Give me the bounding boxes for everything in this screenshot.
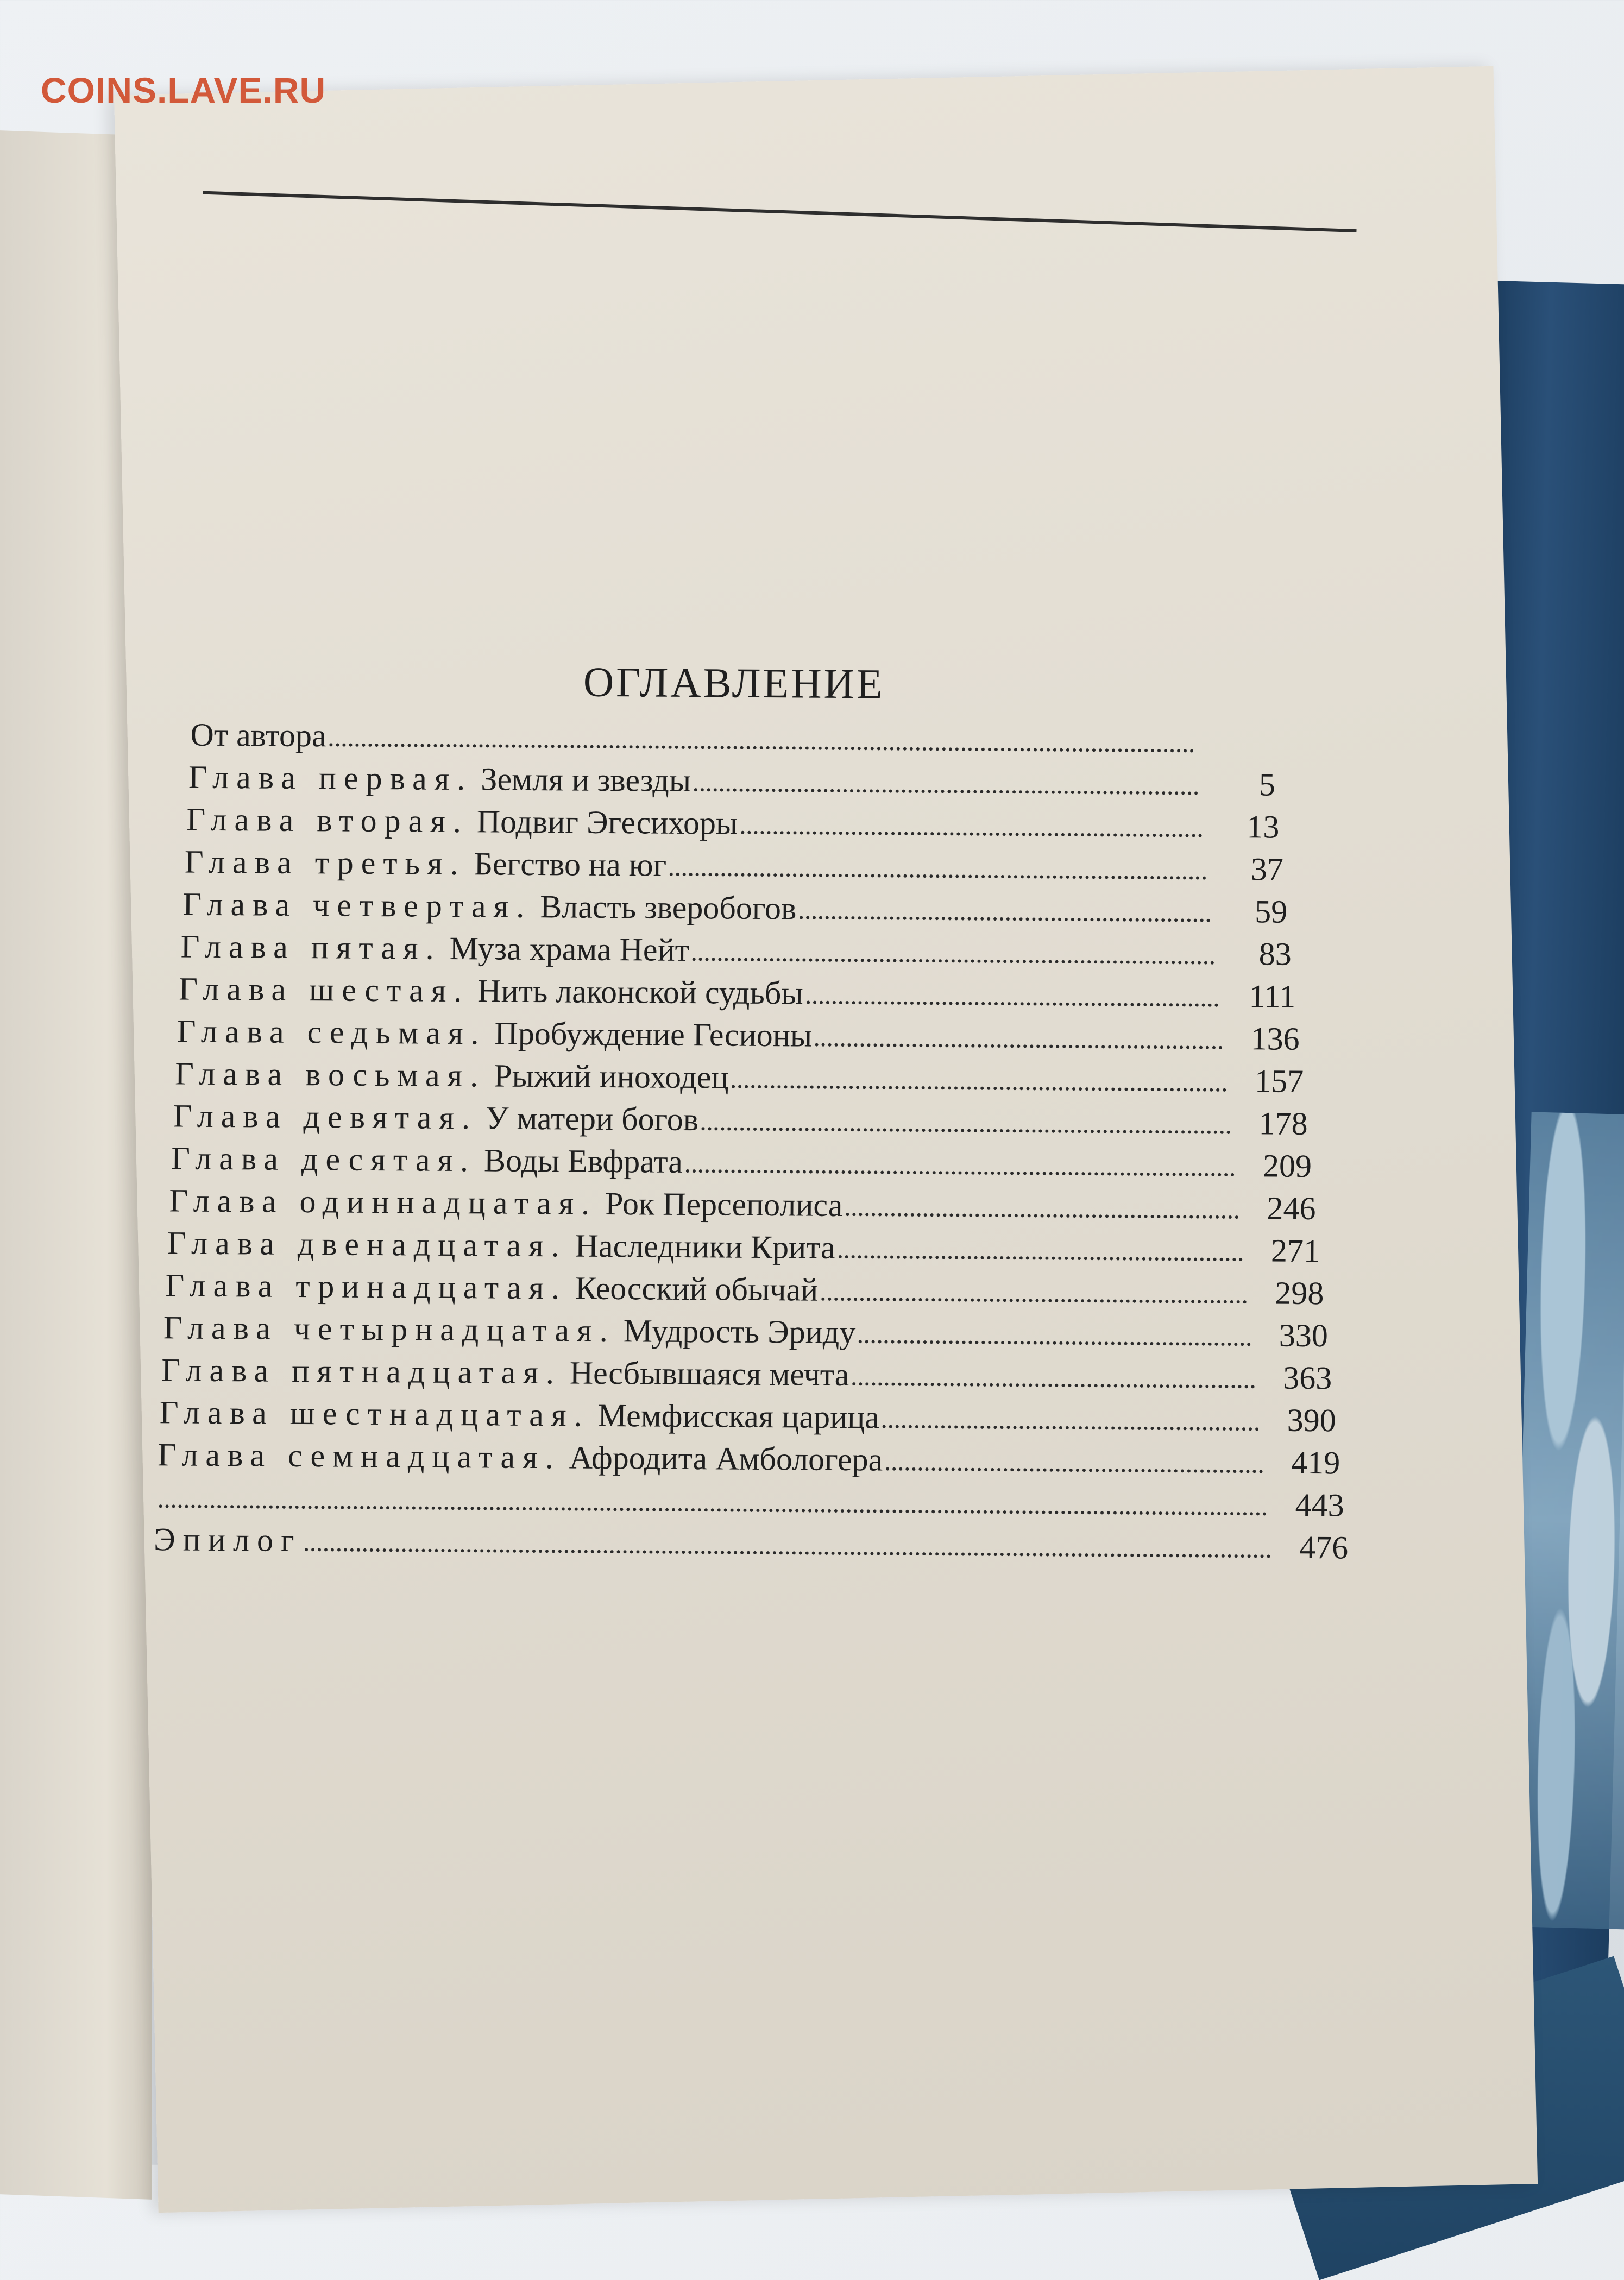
page-number: 5	[1258, 766, 1276, 803]
page-number: 390	[1287, 1402, 1337, 1439]
leader-dots	[800, 916, 1210, 922]
chapter-label: Глава десятая.	[171, 1140, 476, 1179]
toc-entry-text	[154, 1518, 302, 1561]
chapter-title: Мемфисская царица	[597, 1397, 880, 1435]
chapter-title: Земля и звезды	[481, 761, 691, 799]
chapter-label: Глава двенадцатая.	[167, 1225, 567, 1264]
chapter-label: Глава вторая.	[186, 801, 469, 840]
toc-entry-text	[167, 1221, 835, 1269]
toc-entry-text	[185, 841, 667, 886]
leader-dots	[859, 1340, 1251, 1346]
page-number: 246	[1267, 1190, 1316, 1227]
toc-entry-text	[186, 798, 738, 845]
leader-dots	[807, 1001, 1219, 1007]
toc-entry-text	[158, 1433, 883, 1481]
leader-dots	[159, 1504, 1267, 1515]
leader-dots	[670, 873, 1206, 880]
page-number: 136	[1250, 1021, 1300, 1057]
leader-dots	[732, 1085, 1226, 1092]
chapter-title: Нить лаконской судьбы	[477, 973, 803, 1011]
toc-entry-text	[182, 883, 797, 930]
chapter-label: Глава восьмая.	[174, 1055, 486, 1094]
chapter-title: Наследники Крита	[575, 1227, 836, 1265]
toc-title: ОГЛАВЛЕНИЕ	[583, 658, 885, 708]
chapter-label: Эпилог	[153, 1521, 302, 1559]
leader-dots	[883, 1425, 1259, 1431]
toc-entry-text	[163, 1306, 856, 1353]
chapter-title: Власть зверобогов	[540, 889, 797, 927]
chapter-title: Мудрость Эриду	[623, 1313, 856, 1351]
chapter-title: Муза храма Нейт	[449, 930, 690, 968]
page-number: 443	[1295, 1487, 1344, 1523]
toc-entry-text	[181, 925, 690, 971]
page-number: 59	[1255, 893, 1288, 930]
toc-entry-text	[173, 1094, 698, 1141]
toc-entry-text	[179, 967, 803, 1014]
chapter-label: Глава пятая.	[180, 928, 442, 966]
toc-entry-text	[175, 1052, 729, 1098]
page-number: 157	[1254, 1063, 1304, 1099]
chapter-title: Афродита Амбологера	[569, 1439, 883, 1478]
leader-dots	[852, 1382, 1255, 1388]
leader-dots	[329, 743, 1194, 752]
chapter-title: Несбывшаяся мечта	[569, 1355, 849, 1393]
page-number: 271	[1270, 1232, 1320, 1269]
chapter-title: Подвиг Эгесихоры	[476, 803, 738, 841]
leader-dots	[694, 788, 1198, 795]
chapter-title: Кеосский обычай	[575, 1270, 819, 1308]
table-of-contents	[119, 654, 1506, 1570]
page-number: 37	[1250, 851, 1284, 887]
leader-dots	[305, 1548, 1271, 1558]
page-number: 419	[1291, 1444, 1340, 1481]
chapter-label: Глава четырнадцатая.	[163, 1309, 616, 1349]
page-number: 83	[1258, 936, 1292, 972]
page-number: 178	[1258, 1105, 1308, 1142]
page-number: 476	[1299, 1529, 1349, 1566]
watermark: COINS.LAVE.RU	[41, 70, 326, 110]
page-number: 298	[1275, 1275, 1324, 1312]
chapter-label: Глава пятнадцатая.	[161, 1352, 562, 1391]
leader-dots	[846, 1213, 1238, 1219]
chapter-label: Глава четвертая.	[182, 886, 532, 925]
chapter-label: Глава третья.	[184, 843, 466, 882]
chapter-title: От автора	[190, 716, 326, 754]
toc-entry-text	[165, 1264, 818, 1311]
toc-entry-text	[160, 1391, 880, 1438]
chapter-title: Воды Евфрата	[483, 1142, 683, 1180]
chapter-label: Глава первая.	[188, 759, 473, 797]
toc-entry-text	[169, 1179, 842, 1226]
chapter-title: Рок Персеполиса	[605, 1185, 843, 1224]
leader-dots	[815, 1043, 1223, 1049]
chapter-title: Бегство на юг	[474, 846, 667, 883]
book-page	[114, 66, 1538, 2213]
leader-dots	[821, 1298, 1247, 1303]
toc-entry	[119, 1518, 1499, 1570]
leader-dots	[839, 1255, 1243, 1261]
page-number: 363	[1283, 1359, 1332, 1396]
toc-list	[119, 713, 1505, 1570]
chapter-label: Глава одиннадцатая.	[169, 1182, 597, 1221]
chapter-title: Пробуждение Гесионы	[494, 1015, 813, 1054]
leader-dots	[686, 1169, 1235, 1176]
toc-entry-text	[161, 1349, 849, 1396]
chapter-label: Глава шестая.	[179, 971, 470, 1009]
chapter-title: У матери богов	[485, 1100, 699, 1138]
toc-entry-text	[188, 756, 691, 802]
chapter-label: Глава семнадцатая.	[158, 1437, 562, 1476]
chapter-label: Глава шестнадцатая.	[159, 1394, 590, 1433]
leader-dots	[886, 1467, 1263, 1473]
header-rule	[203, 191, 1357, 232]
toc-entry-text	[171, 1137, 683, 1183]
leader-dots	[693, 958, 1214, 965]
leader-dots	[702, 1127, 1231, 1134]
toc-entry-text	[177, 1010, 812, 1056]
chapter-label: Глава седьмая.	[177, 1013, 487, 1051]
page-number: 13	[1247, 809, 1280, 845]
toc-entry-text	[190, 714, 326, 757]
page-number: 111	[1249, 978, 1296, 1015]
chapter-label: Глава тринадцатая.	[165, 1267, 568, 1306]
page-number: 330	[1279, 1317, 1329, 1354]
chapter-label: Глава девятая.	[173, 1098, 478, 1136]
chapter-title: Рыжий иноходец	[494, 1057, 729, 1095]
page-number: 209	[1262, 1148, 1312, 1185]
leader-dots	[741, 831, 1202, 837]
